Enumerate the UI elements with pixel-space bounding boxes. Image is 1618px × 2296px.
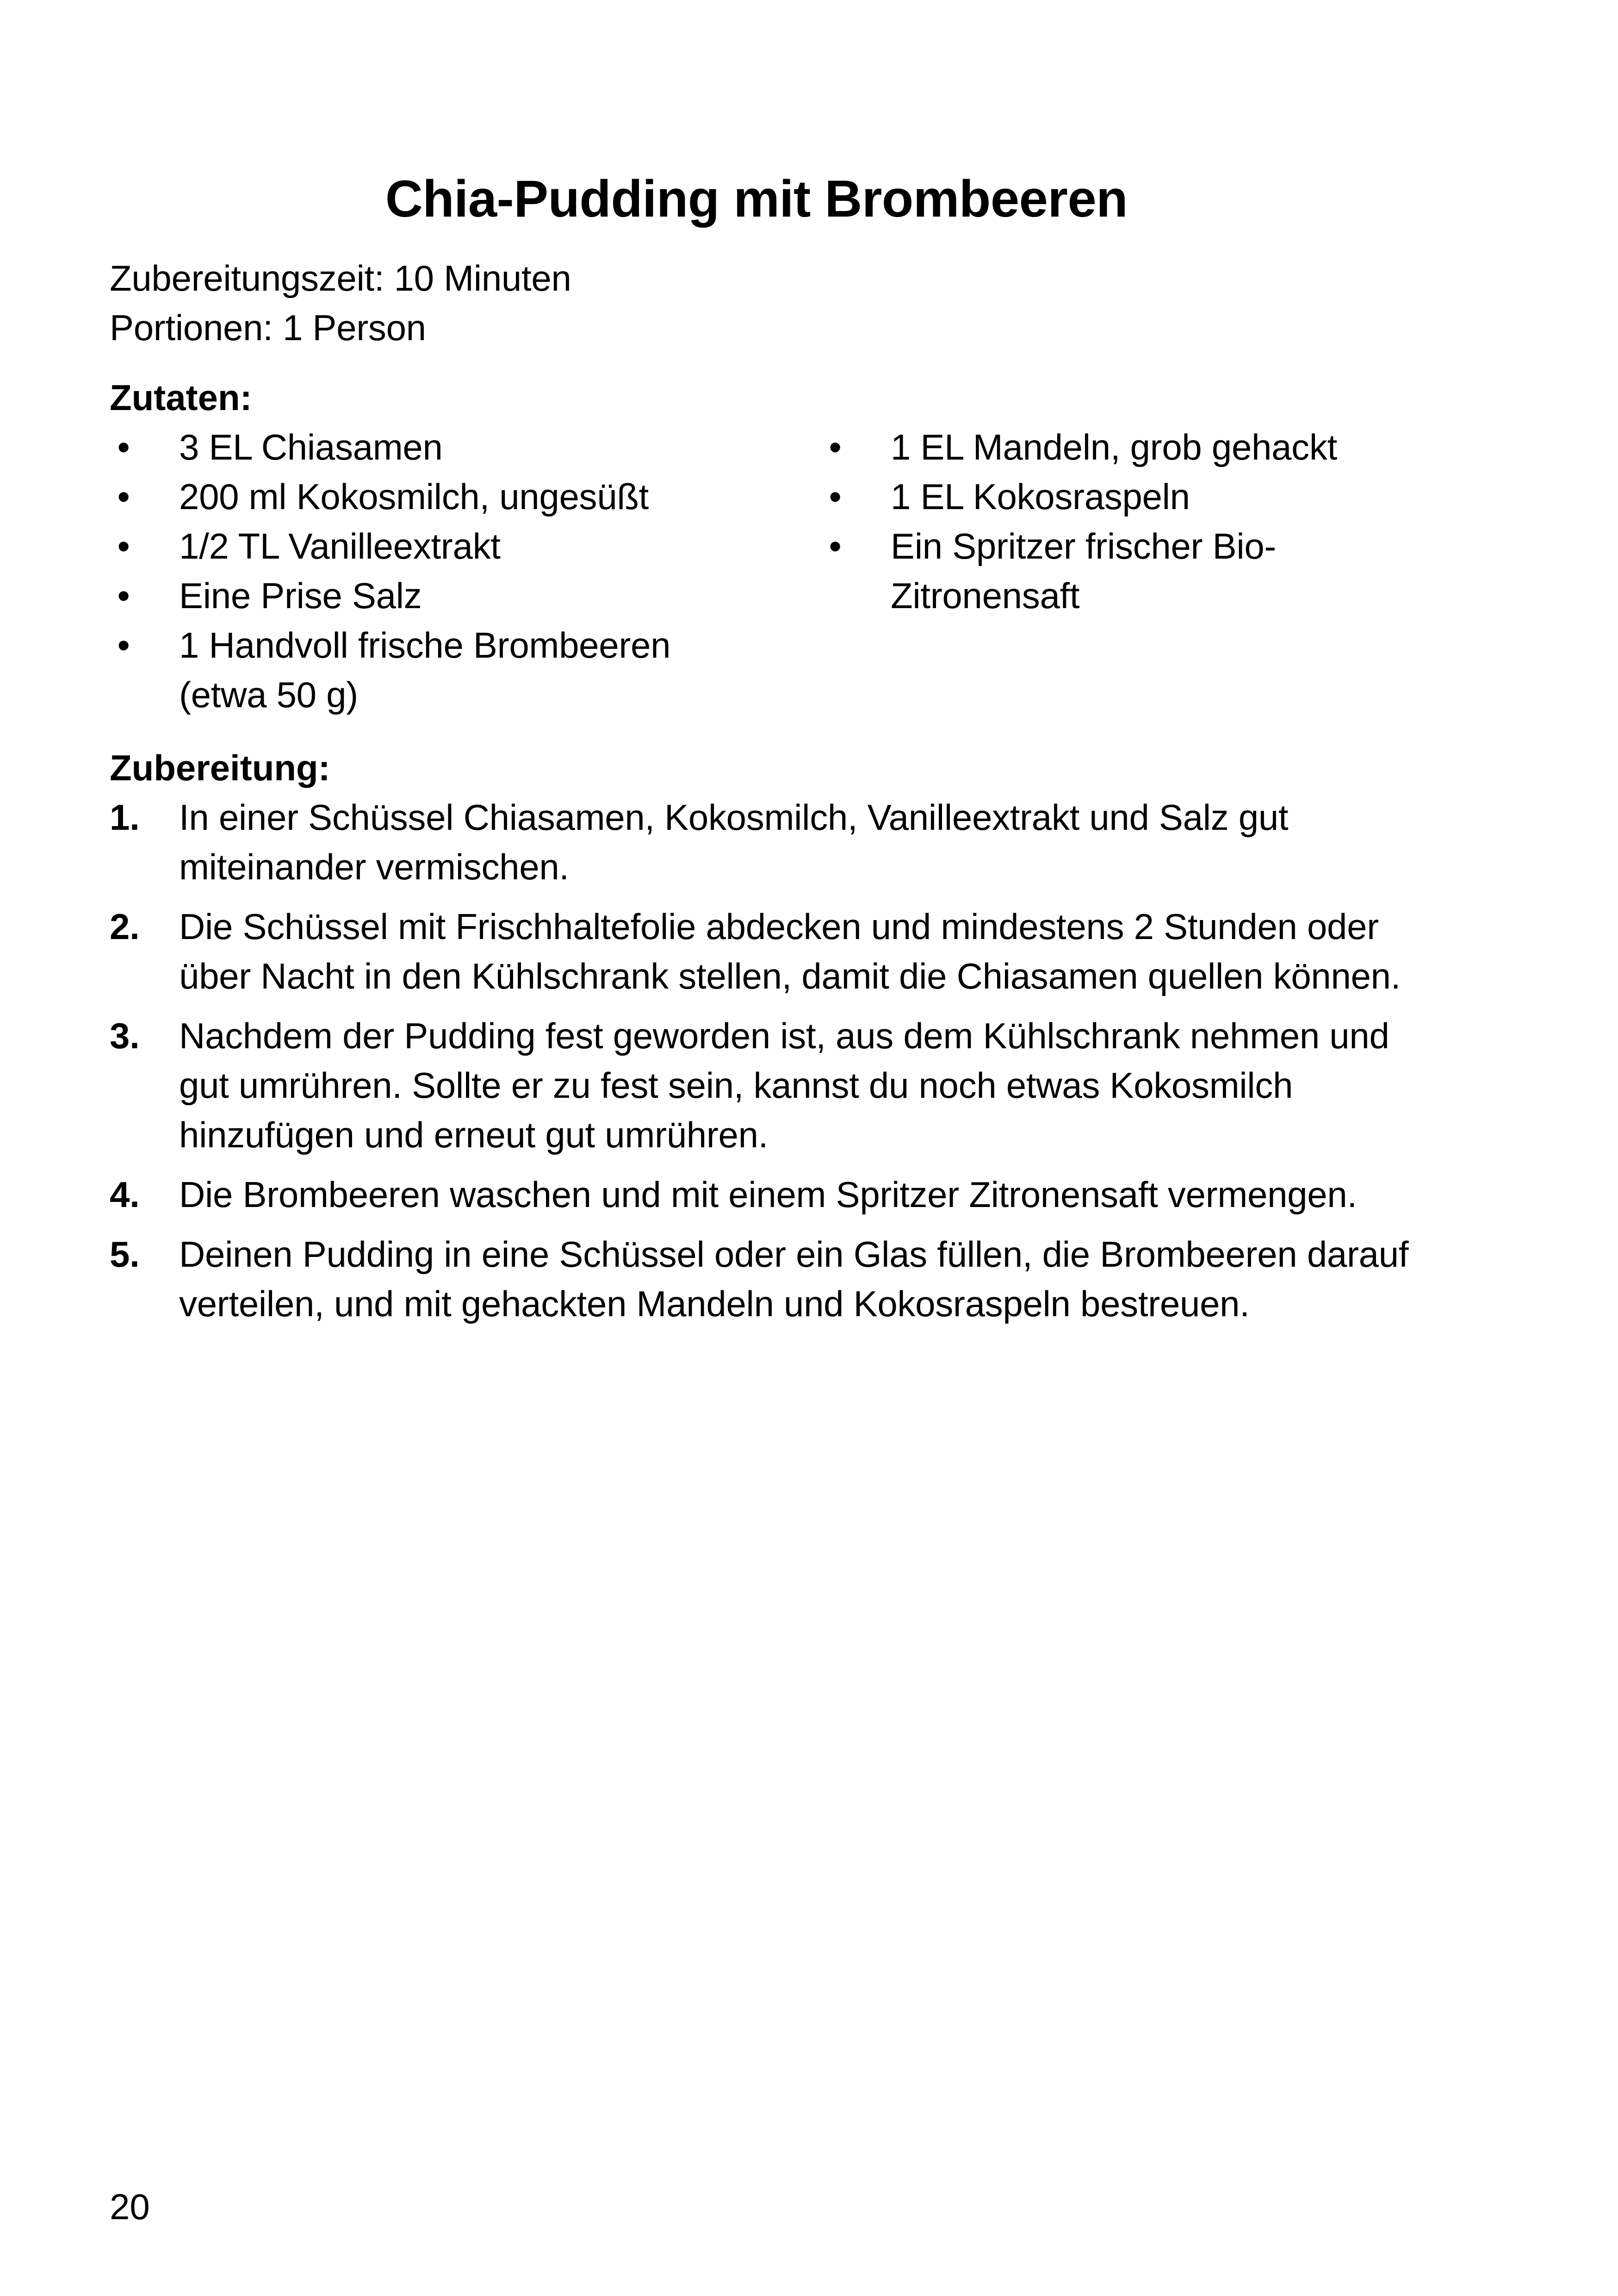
servings: Portionen: 1 Person	[110, 307, 426, 348]
step-number: 1.	[110, 797, 140, 838]
step-number: 5.	[110, 1234, 140, 1275]
recipe-title: Chia-Pudding mit Brombeeren	[385, 170, 1128, 228]
ingredient-text: Eine Prise Salz	[179, 575, 422, 616]
step-text: Deinen Pudding in eine Schüssel oder ein Glas füllen, die Brombeeren darauf verteilen, und mit gehackten Mandeln und Kokosraspeln bestreuen.	[179, 1234, 1409, 1324]
ingredient-item	[821, 472, 1367, 522]
preparation-heading: Zubereitung:	[110, 747, 330, 788]
step-text: Die Brombeeren waschen und mit einem Spritzer Zitronensaft vermengen.	[179, 1174, 1357, 1215]
ingredient-item	[821, 423, 1367, 472]
bullet-icon: •	[829, 526, 842, 566]
bullet-icon: •	[117, 625, 130, 666]
step-text: In einer Schüssel Chiasamen, Kokosmilch, Vanilleextrakt und Salz gut miteinander vermischen.	[179, 797, 1289, 887]
ingredient-text: 1 EL Mandeln, grob gehackt	[891, 427, 1337, 467]
ingredient-item	[110, 522, 767, 571]
bullet-icon: •	[829, 476, 842, 517]
step-item	[110, 902, 1410, 1001]
step-number: 4.	[110, 1174, 140, 1215]
bullet-icon: •	[117, 476, 130, 517]
step-number: 2.	[110, 906, 140, 947]
step-text: Nachdem der Pudding fest geworden ist, aus dem Kühlschrank nehmen und gut umrühren. Sollte er zu fest sein, kannst du noch etwas Kokosmilch hinzufügen und erneut gut umrühren.	[179, 1015, 1389, 1155]
step-item	[110, 1011, 1410, 1160]
ingredients-list-left	[110, 423, 767, 720]
ingredient-text: 1/2 TL Vanilleextrakt	[179, 526, 501, 566]
step-item	[110, 793, 1410, 892]
recipe-meta	[110, 254, 571, 353]
ingredient-text: 3 EL Chiasamen	[179, 427, 443, 467]
ingredients-list-right	[821, 423, 1367, 621]
step-number: 3.	[110, 1015, 140, 1056]
bullet-icon: •	[117, 575, 130, 616]
ingredient-item	[110, 621, 767, 720]
ingredient-item	[821, 522, 1367, 621]
step-item	[110, 1230, 1410, 1329]
ingredient-text: 1 Handvoll frische Brombeeren (etwa 50 g)	[179, 625, 671, 715]
ingredient-text: Ein Spritzer frischer Bio-Zitronensaft	[891, 526, 1277, 616]
page-number: 20	[110, 2186, 150, 2227]
step-item	[110, 1170, 1410, 1220]
ingredient-text: 1 EL Kokosraspeln	[891, 476, 1190, 517]
bullet-icon: •	[117, 526, 130, 566]
bullet-icon: •	[829, 427, 842, 467]
ingredient-item	[110, 423, 767, 472]
ingredient-item	[110, 571, 767, 621]
ingredient-item	[110, 472, 767, 522]
ingredient-text: 200 ml Kokosmilch, ungesüßt	[179, 476, 649, 517]
prep-time: Zubereitungszeit: 10 Minuten	[110, 258, 571, 299]
ingredients-heading: Zutaten:	[110, 377, 252, 418]
bullet-icon: •	[117, 427, 130, 467]
step-text: Die Schüssel mit Frischhaltefolie abdecken und mindestens 2 Stunden oder über Nacht in den Kühlschrank stellen, damit die Chiasamen quellen können.	[179, 906, 1401, 996]
preparation-steps	[110, 793, 1410, 1339]
